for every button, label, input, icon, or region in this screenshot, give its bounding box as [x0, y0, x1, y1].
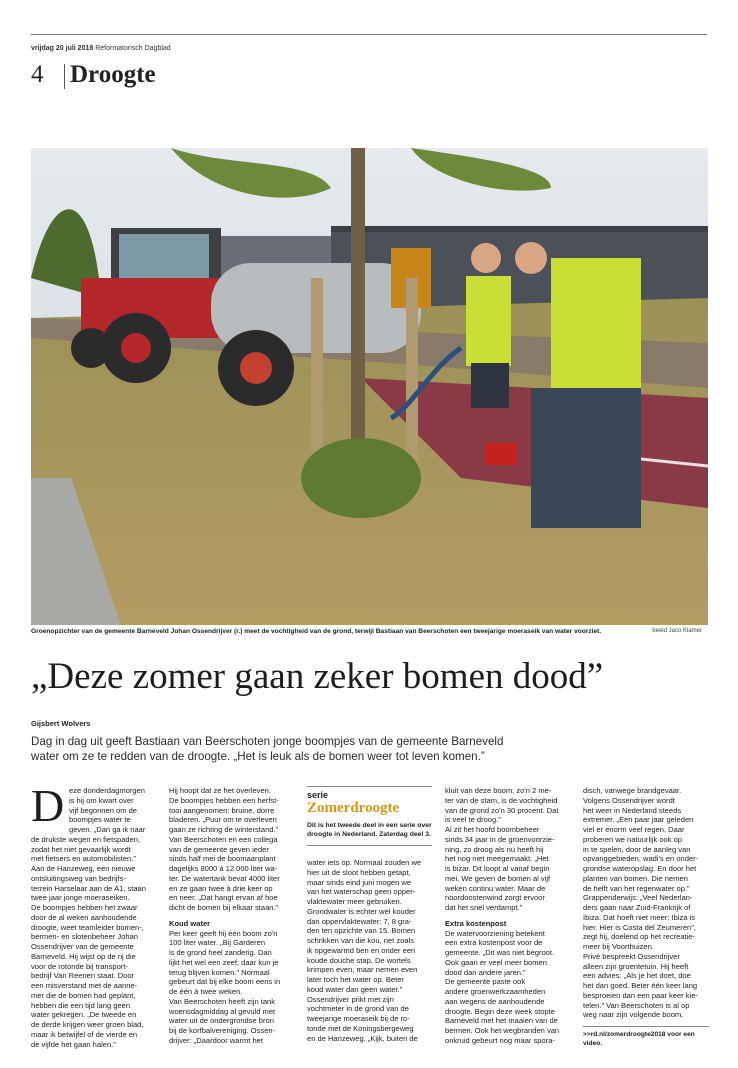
page-divider	[64, 64, 65, 89]
text-line: Volgens Ossendrijver wordt	[583, 795, 675, 805]
text-line: De watervoorziening betekent	[445, 928, 545, 938]
text-line: De boompjes hebben het zwaar	[31, 903, 138, 912]
series-box	[307, 786, 432, 846]
text-line: is bizar. Dit loopt al vanaf begin	[445, 864, 550, 873]
subhead-koud-water: Koud water	[169, 918, 211, 928]
text-line: telen.” Van Beerschoten is al op	[583, 1000, 690, 1010]
text-line: dicht de bomen bij elkaar staan.”	[169, 903, 279, 912]
text-line: lijkt het wel een zeef; daar kun je	[169, 957, 279, 967]
text-line: gaan ze richting de winterstand.”	[169, 825, 279, 834]
text-line: tweejarige moeraseik bij de ro-	[307, 1014, 410, 1023]
text-line: tonde met de Koningsbergeweg	[307, 1023, 414, 1033]
column-1-body	[31, 835, 157, 1050]
text-line: noordoostenwind zorgt ervoor	[445, 893, 545, 903]
subhead-extra-kostenpost: Extra kostenpost	[445, 918, 507, 928]
series-note: Dit is het tweede deel in een serie over droogte in Nederland. Zaterdag deel 3.	[307, 822, 432, 838]
text-line: in te spelen, door de aanleg van	[583, 844, 691, 854]
text-line: vochtmeter in de grond van de	[307, 1004, 409, 1014]
text-line: eze donderdagmorgen	[69, 786, 145, 795]
text-line: tooi aangenomen: bruine, dorre	[169, 805, 275, 815]
text-line: bermen. Ook het wegbranden van	[445, 1026, 560, 1035]
text-line: mer die de bomen had geplant,	[31, 990, 136, 1000]
series-label: serie	[307, 790, 329, 800]
text-line: Barneveld met het maaien van de	[445, 1016, 558, 1026]
text-line: het nog niet meegemaakt. „Het	[445, 854, 549, 864]
text-line: koude douche stap. De wortels	[307, 955, 411, 965]
text-line: het dan goed. Beter één keer lang	[583, 981, 698, 990]
text-line: hebben die een tijd lang geen	[31, 1000, 131, 1010]
moisture-meter	[486, 443, 518, 465]
text-line: dood dan andere jaren.”	[445, 967, 526, 977]
text-line: hier uit de sloot hebben getapt,	[307, 867, 411, 877]
text-line: boompjes water te	[69, 815, 131, 825]
text-line: van het waterschap geen opper-	[307, 887, 416, 897]
text-line: de één à twee weken.	[169, 987, 243, 996]
text-line: alleen zijn groentetuin. Hij heeft	[583, 961, 689, 971]
text-line: water uit de ondergrondse bron	[169, 1016, 274, 1026]
text-line: extremer. „Een paar jaar geleden	[583, 815, 694, 825]
text-line: twee jaar jonge moeraseiken.	[31, 893, 130, 903]
text-line: met fietsers en automobilisten.”	[31, 854, 136, 864]
text-line: en ze gaan twee à drie keer op	[169, 883, 273, 893]
text-line: water iets op. Normaal zouden we	[307, 858, 422, 867]
text-line: opvanggebieden, wadi's en onder-	[583, 854, 699, 864]
text-line: sinds 34 jaar in de groenvoorzie-	[445, 834, 555, 844]
text-line: bladeren. „Puur om te overleven	[169, 815, 277, 825]
text-line: 100 liter water. „Bij Garderen	[169, 938, 266, 948]
article-photo	[31, 148, 708, 625]
text-line: een misverstand met de aanne-	[31, 981, 138, 990]
text-line: De gemeente paste ook	[445, 977, 526, 987]
text-line: mei. We geven de bomen al vijf	[445, 873, 551, 883]
intro	[31, 734, 721, 764]
column-3-body	[307, 858, 433, 1043]
text-line: is hij om kwart over	[69, 795, 134, 805]
text-line: Grondwater is echter wel kouder	[307, 906, 416, 916]
text-line: de vijfde het gaan halen.”	[31, 1039, 116, 1049]
text-line: een extra kostenpost voor de	[445, 938, 543, 948]
text-line: Ook gaan er veel meer bomen	[445, 957, 547, 967]
column-5	[583, 786, 709, 1048]
text-line: weg naar zijn volgende boom.	[583, 1010, 684, 1020]
text-line: planten van bomen. Die nemen	[583, 873, 688, 883]
text-line: besproeien dan een paar keer kie-	[583, 990, 698, 1000]
text-line: bij de korfbalvereniging. Ossen-	[169, 1026, 276, 1035]
column-2	[169, 786, 297, 1046]
text-line: vlaktewater meer gebruiken.	[307, 897, 402, 906]
text-line: terrein Harselaar aan de A1, staan	[31, 883, 146, 893]
text-line: proberen we natuurlijk ook op	[583, 834, 683, 844]
text-line: ter van de stam, is de vochtigheid	[445, 795, 558, 805]
text-line: maar sinds eind juni mogen we	[307, 877, 412, 887]
text-line: zodat het niet gevaarlijk wordt	[31, 844, 131, 854]
intro-line: water om ze te redden van de droogte. „Het is leuk als de bomen weer tot leven komen.”	[31, 750, 485, 763]
text-line: meer bij Voorthuizen.	[583, 942, 654, 951]
newspaper-name: Reformatorisch Dagblad	[95, 45, 171, 52]
top-rule	[31, 34, 707, 35]
text-line: Ibiza. Dat hoeft niet meer: Ibiza is	[583, 912, 695, 922]
text-line: de derde krijgen weer groen blad,	[31, 1020, 144, 1029]
text-line: disch, vanwege brandgevaar.	[583, 786, 682, 795]
text-line: drijver: „Daardoor warmt het	[169, 1035, 263, 1045]
text-line: woensdagmiddag al gevuld met	[169, 1006, 276, 1016]
text-line: schrikken van die kou, net zoals	[307, 936, 414, 945]
video-link[interactable]: >>rd.nl/zomerdroogte2018 voor een video.	[583, 1026, 709, 1048]
column-1	[31, 780, 157, 1049]
text-line: Aan de Hanzeweg, een nieuwe	[31, 864, 136, 873]
text-line: bedrijf Van Reenen staat. Door	[31, 971, 135, 981]
text-line: de helft van het regenwater op.”	[583, 883, 690, 893]
text-line: ning, zo droog als nu heeft hij	[445, 844, 544, 854]
text-line: dan oppervlaktewater: 7, 8 gra-	[307, 916, 412, 926]
text-line: droogte. Begin deze week stopte	[445, 1006, 555, 1016]
column-3	[307, 858, 433, 1043]
column-2-body	[169, 786, 297, 913]
young-tree-trunk	[351, 148, 365, 448]
text-line: bermen- en slotenbeheer Johan	[31, 932, 138, 942]
photo-illustration	[31, 148, 708, 625]
text-line: Al zit het hoofd boombeheer	[445, 825, 540, 834]
column-4	[445, 786, 571, 1046]
photo-caption	[31, 628, 708, 635]
text-line: terug blijven komen.” Normaal	[169, 967, 270, 977]
byline: Gijsbert Wolvers	[31, 719, 91, 728]
text-line: koud water dan geen water.”	[307, 984, 403, 994]
photo-credit: beeld Jaco Klamer	[652, 628, 702, 634]
text-line: Per keer geeft hij één boom zo'n	[169, 928, 278, 938]
text-line: van de gemeente geven ieder	[169, 844, 269, 854]
text-line: weken continu water. Maar de	[445, 883, 546, 893]
text-line: voor de rotonde bij transport-	[31, 961, 128, 971]
text-line: krimpen even, maar nemen even	[307, 965, 418, 975]
intro-line: Dag in dag uit geeft Bastiaan van Beerschoten jonge boompjes van de gemeente Barneveld	[31, 735, 504, 748]
text-line: het weer in Nederland steeds	[583, 805, 682, 815]
text-line: Hij hoopt dat ze het overleven.	[169, 786, 271, 795]
dateline	[31, 45, 171, 52]
text-line: andere groenwerkzaamheden	[445, 987, 546, 996]
text-line: van de grond zo'n 30 procent. Dat	[445, 805, 559, 815]
text-line: Ossendrijver van de gemeente	[31, 942, 134, 951]
text-line: sinds half mei de boomaanplant	[169, 854, 276, 864]
text-line: Van Beerschoten en een collega	[169, 834, 278, 844]
text-line: kluit van deze boom, zo'n 2 me-	[445, 786, 552, 795]
column-4-body	[445, 786, 571, 913]
text-line: viel er enorm veel regen. Daar	[583, 825, 685, 834]
text-line: geven. „Dan ga ik naar	[69, 825, 146, 834]
column-4-body-b	[445, 929, 571, 1046]
text-line: dagelijks 8000 à 12.000 liter wa-	[169, 864, 278, 873]
text-line: en de Hanzeweg. „Kijk, buiten de	[307, 1033, 418, 1043]
section-title: Droogte	[70, 61, 156, 88]
issue-date: vrijdag 20 juli 2018	[31, 45, 94, 52]
drop-cap: D	[31, 780, 65, 831]
text-line: Grappenderwijs: „Veel Nederlan-	[583, 893, 693, 903]
headline: „Deze zomer gaan zeker bomen dood”	[31, 656, 604, 697]
text-line: gemeente. „Dit was niet begroot.	[445, 948, 555, 957]
text-line: dat het snel verdampt.”	[445, 903, 523, 912]
text-line: onkruid gebeurt nog maar spora-	[445, 1035, 555, 1045]
text-line: ik opgewarmd ben en onder een	[307, 945, 416, 955]
text-line: Van Beerschoten heeft zijn tank	[169, 996, 276, 1006]
text-line: een advies: „Als je het doet, doe	[583, 971, 691, 981]
text-line: is de grond heel zanderig. Dan	[169, 948, 272, 957]
text-line: water gekregen. „De tweede en	[31, 1010, 137, 1020]
page-number: 4	[31, 61, 44, 88]
text-line: grondse wateropslag. En door het	[583, 864, 697, 873]
text-line: gebeurt dat bij elke boom eens in	[169, 977, 281, 987]
text-line: Ossendrijver prikt met zijn	[307, 994, 394, 1004]
text-line: droogte, weet teamleider bomen-,	[31, 922, 144, 932]
text-line: door de al weken aanhoudende	[31, 912, 137, 922]
column-5-body	[583, 786, 709, 1020]
text-line: de drukste wegen en fietspaden,	[31, 834, 141, 844]
shrub	[301, 438, 421, 518]
text-line: Barneveld. Hij wijst op de rij die	[31, 951, 136, 961]
text-line: later toch het water op. Beter	[307, 975, 404, 984]
text-line: ontsluitingsweg van bedrijfs-	[31, 873, 126, 883]
text-line: zegt hij, doelend op het recreatie-	[583, 932, 696, 942]
text-line: en neer. „Dat hangt ervan af hoe	[169, 893, 278, 903]
text-line: maar ik betwijfel of de vierde en	[31, 1029, 138, 1039]
text-line: ter. De watertank bevat 4000 liter	[169, 873, 280, 883]
text-line: den ten opzichte van 15. Bomen	[307, 926, 416, 936]
text-line: is veel te droog.”	[445, 815, 501, 825]
series-title: Zomerdroogte	[307, 800, 400, 816]
text-line: De boompjes hebben een herfst-	[169, 795, 279, 805]
caption-text: Groenopzichter van de gemeente Barneveld Johan Ossendrijver (r.) meet de vochtigheid van de grond, terwijl Bastiaan van Beerschoten een tweejarige moeraseik van water voorziet.	[31, 628, 602, 635]
column-2-body-b	[169, 929, 297, 1046]
text-line: aan wegens de aanhoudende	[445, 996, 545, 1006]
text-line: vijf begonnen om de	[69, 805, 137, 815]
text-line: ders gaan naar Zuid-Frankrijk of	[583, 903, 691, 912]
text-line: Privé bespreekt Ossendrijver	[583, 951, 680, 961]
text-line: hier. Hier is Costa del Zeumeren”,	[583, 922, 696, 932]
